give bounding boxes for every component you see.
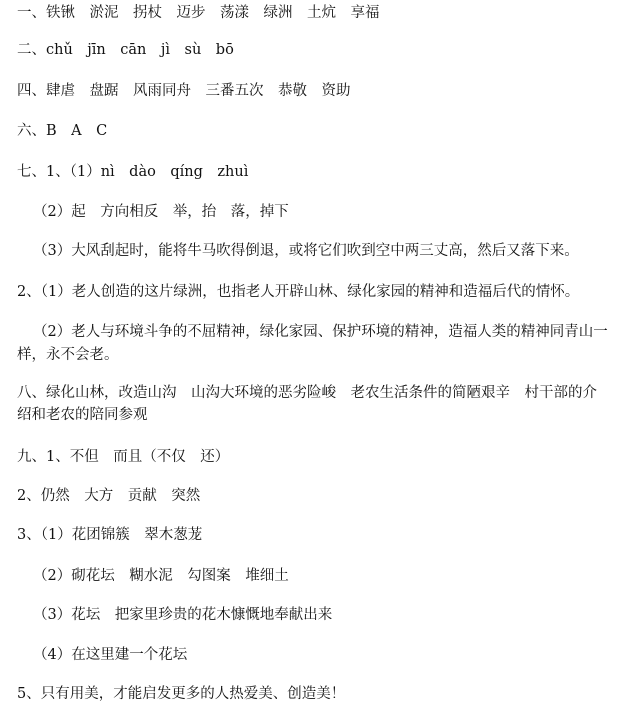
answer-line-1: 一、铁锹 淤泥 拐杖 迈步 荡漾 绿洲 土炕 享福: [17, 5, 380, 21]
answer-line-7-2-2b: 样，永不会老。: [17, 347, 119, 363]
answer-line-9-5: 5、只有用美，才能启发更多的人热爱美、创造美！: [17, 686, 346, 702]
answer-line-7-2-1: 2、（1）老人创造的这片绿洲，也指老人开辟山林、绿化家园的精神和造福后代的情怀。: [17, 284, 580, 300]
answer-line-9-1: 九、1、不但 而且（不仅 还）: [17, 449, 230, 465]
answer-line-9-2: 2、仍然 大方 贡献 突然: [17, 488, 201, 504]
answer-line-7-1-3: （3）大风刮起时，能将牛马吹得倒退，或将它们吹到空中两三丈高，然后又落下来。: [33, 243, 579, 259]
answer-line-7: 七、1、（1）nì dào qíng zhuì: [17, 164, 249, 180]
answer-line-9-3-4: （4）在这里建一个花坛: [33, 647, 188, 663]
answer-line-8b: 绍和老农的陪同参观: [17, 407, 148, 423]
answer-line-9-3-3: （3）花坛 把家里珍贵的花木慷慨地奉献出来: [33, 607, 333, 623]
answer-line-9-3-1: 3、（1）花团锦簇 翠木葱茏: [17, 527, 203, 543]
answer-line-7-2-2a: （2）老人与环境斗争的不屈精神，绿化家园、保护环境的精神，造福人类的精神同青山一: [33, 324, 608, 340]
answer-line-7-1-2: （2）起 方向相反 举，抬 落，掉下: [33, 204, 289, 220]
answer-line-9-3-2: （2）砌花坛 糊水泥 勾图案 堆细土: [33, 568, 289, 584]
answer-line-8a: 八、绿化山林，改造山沟 山沟大环境的恶劣险峻 老农生活条件的简陋艰辛 村干部的介: [17, 385, 597, 401]
answer-line-2: 二、chǔ jīn cān jì sù bō: [17, 42, 234, 58]
answer-line-4: 四、肆虐 盘踞 风雨同舟 三番五次 恭敬 资助: [17, 83, 351, 99]
answer-line-6: 六、B A C: [17, 123, 108, 139]
